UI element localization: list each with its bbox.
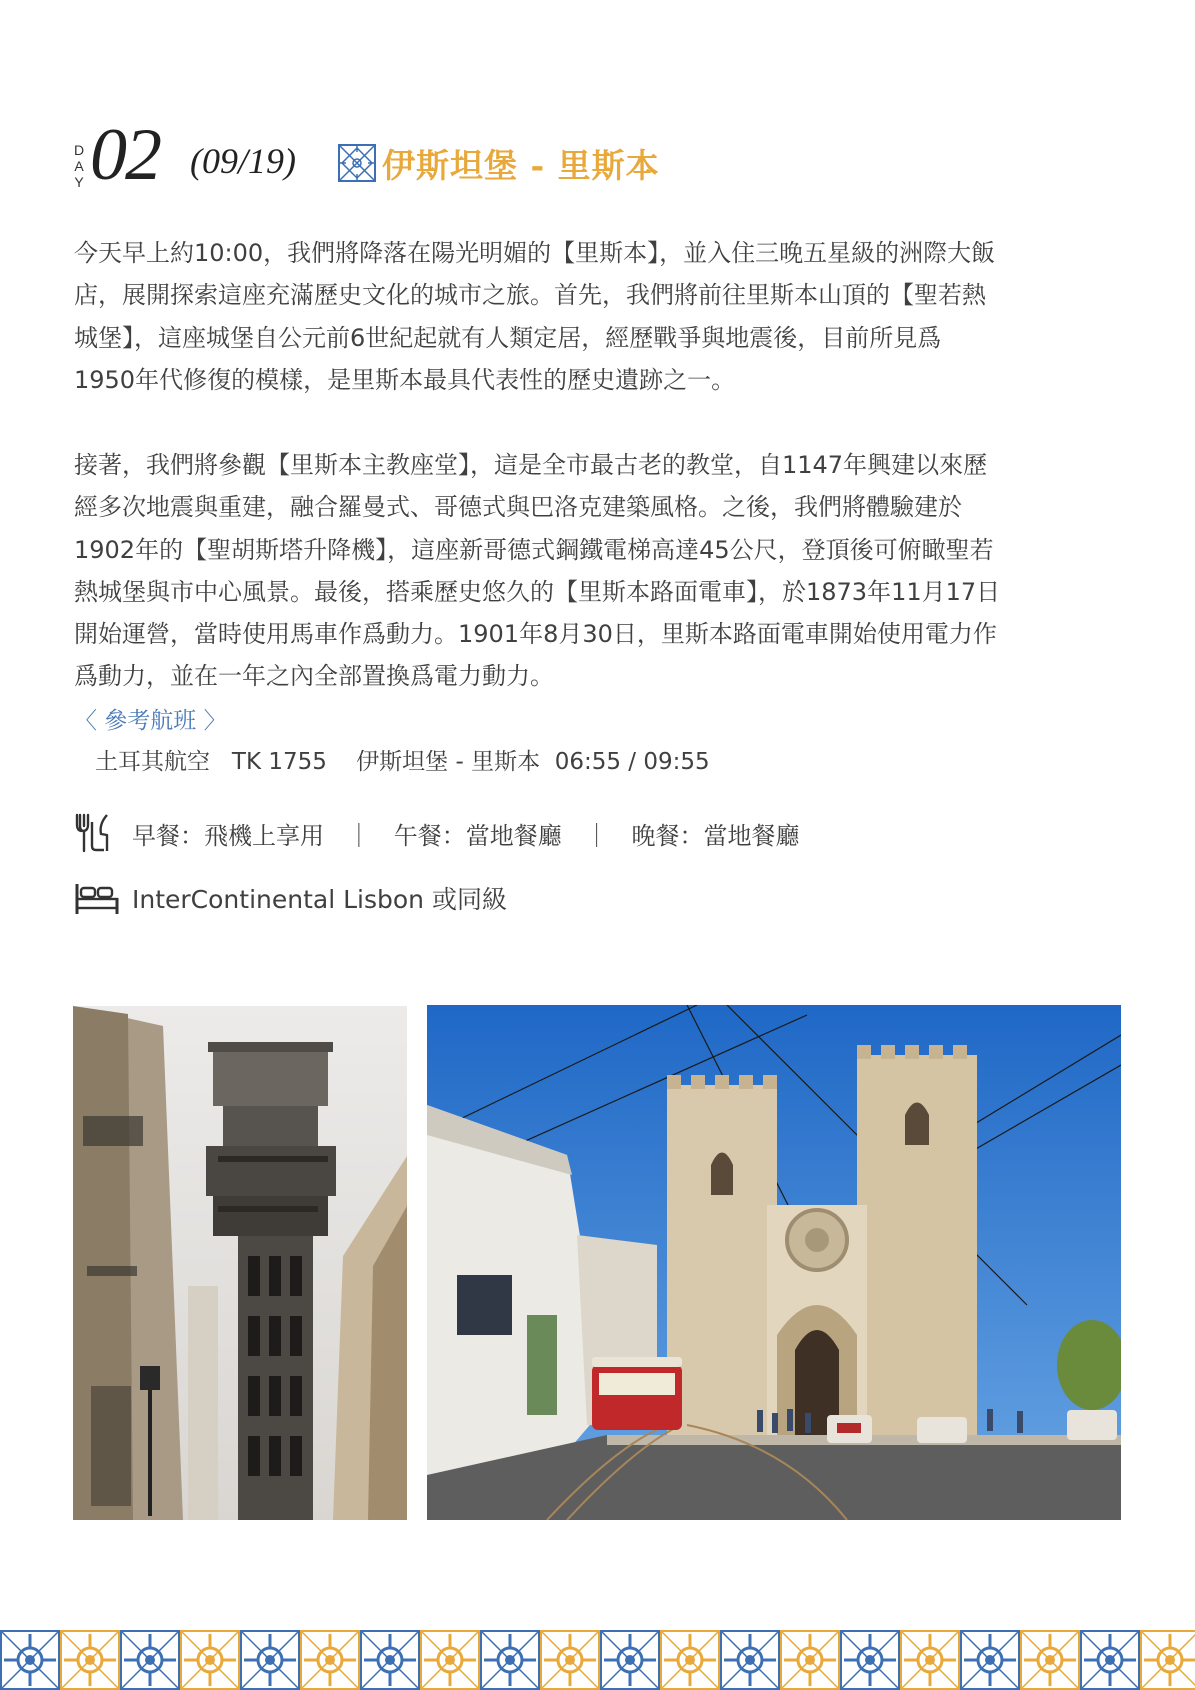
paragraph-1-line: 店，展開探索這座充滿歷史文化的城市之旅。首先，我們將前往里斯本山頂的【聖若熱 [74,281,986,310]
tile-border-tile [61,1631,119,1689]
tile-border-tile [1141,1631,1195,1689]
dining-icon [74,812,114,854]
photo-santa-justa-elevator [73,1006,407,1520]
paragraph-1 [74,232,1122,402]
paragraph-2-line: 開始運營，當時使用馬車作爲動力。1901年8月30日，里斯本路面電車開始使用電力作 [74,620,997,649]
tile-border-tile [661,1631,719,1689]
tile-border-tile [241,1631,299,1689]
tile-border-tile [1081,1631,1139,1689]
paragraph-2-line: 熱城堡與市中心風景。最後，搭乘歷史悠久的【里斯本路面電車】，於1873年11月17日 [74,577,1001,606]
paragraph-2-line: 1902年的【聖胡斯塔升降機】，這座新哥德式鋼鐵電梯高達45公尺，登頂後可俯瞰聖若 [74,535,994,564]
paragraph-2 [74,444,1122,698]
day-date: (09/19) [190,141,296,181]
day-header [72,114,972,200]
tile-border-tile [421,1631,479,1689]
day-number: 02 [90,114,160,196]
tile-border-tile [601,1631,659,1689]
photo-lisbon-cathedral-tram [427,1005,1121,1520]
tile-border-tile [1021,1631,1079,1689]
tile-border-tile [181,1631,239,1689]
hotel-row [74,878,507,918]
azulejo-tile-icon [338,144,376,182]
day-letter-a: A [74,158,84,174]
meals-text: 早餐：飛機上享用 ｜ 午餐：當地餐廳 ｜ 晚餐：當地餐廳 [132,821,800,850]
paragraph-2-line: 爲動力，並在一年之內全部置換爲電力動力。 [74,662,554,691]
tile-border-tile [1,1631,59,1689]
hotel-text: InterContinental Lisbon 或同級 [132,885,507,914]
tile-border-tile [301,1631,359,1689]
day-title: 伊斯坦堡 - 里斯本 [382,146,660,185]
flight-info: 土耳其航空 TK 1755 伊斯坦堡 - 里斯本 06:55 / 09:55 [95,749,710,775]
flight-heading: 〈 參考航班 〉 [74,708,227,734]
tile-border-tile [961,1631,1019,1689]
paragraph-1-line: 城堡】，這座城堡自公元前6世紀起就有人類定居，經歷戰爭與地震後，目前所見爲 [74,323,942,352]
tile-border-tile [781,1631,839,1689]
tile-border-tile [121,1631,179,1689]
day-letter-d: D [73,142,85,158]
day-letter-y: Y [74,174,84,190]
tile-border-tile [901,1631,959,1689]
paragraph-1-line: 今天早上約10:00，我們將降落在陽光明媚的【里斯本】，並入住三晚五星級的洲際大飯 [74,239,996,267]
bed-icon [74,880,120,916]
meals-row [74,812,800,854]
tile-border-tile [721,1631,779,1689]
day-label [72,142,86,190]
paragraph-1-line: 1950年代修復的模樣，是里斯本最具代表性的歷史遺跡之一。 [74,366,736,395]
tile-border-tile [481,1631,539,1689]
tile-border-tile [361,1631,419,1689]
paragraph-2-line: 經多次地震與重建，融合羅曼式、哥德式與巴洛克建築風格。之後，我們將體驗建於 [74,493,962,522]
paragraph-2-line: 接著，我們將參觀【里斯本主教座堂】，這是全市最古老的教堂，自1147年興建以來歷 [74,451,988,479]
tile-border-tile [541,1631,599,1689]
azulejo-tile-border [0,1630,1195,1690]
tile-border-tile [841,1631,899,1689]
